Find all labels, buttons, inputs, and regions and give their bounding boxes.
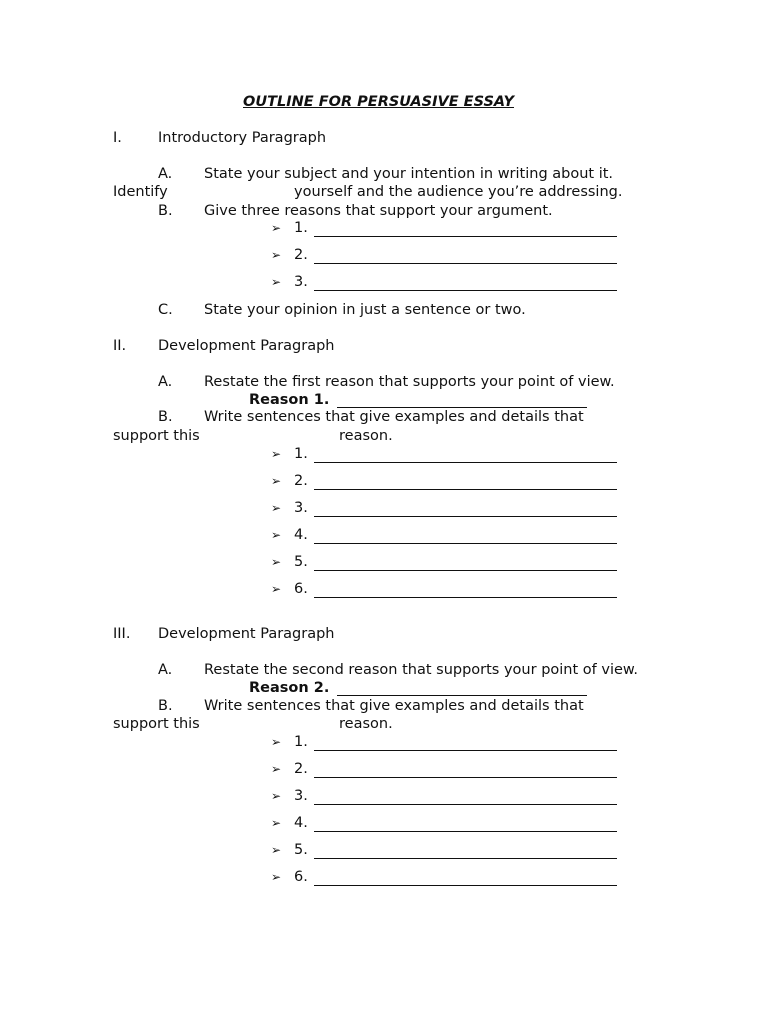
blank-number: 1. [294, 220, 308, 236]
section-3-heading: Development Paragraph [158, 626, 335, 642]
answer-blank-line[interactable] [314, 516, 617, 517]
answer-blank-line[interactable] [314, 831, 617, 832]
section-3-item-b-text: Write sentences that give examples and details that [204, 698, 584, 714]
section-1-item-a-text: State your subject and your intention in writing about it. [204, 166, 614, 182]
section-1-item-c-letter: C. [158, 302, 173, 318]
section-1-heading: Introductory Paragraph [158, 130, 327, 146]
blank-number: 5. [294, 842, 308, 858]
section-3-item-b-wrap-end: reason. [339, 716, 393, 732]
section-3-item-b-letter: B. [158, 698, 173, 714]
answer-blank-line[interactable] [314, 777, 617, 778]
arrow-bullet-icon: ➢ [271, 501, 282, 515]
section-2-item-b-wrap-start: support this [113, 428, 200, 444]
arrow-bullet-icon: ➢ [271, 735, 282, 749]
section-3-item-a-text: Restate the second reason that supports your point of view. [204, 662, 639, 678]
section-3-item-a-letter: A. [158, 662, 173, 678]
blank-number: 2. [294, 761, 308, 777]
section-2-item-a-text: Restate the first reason that supports your point of view. [204, 374, 615, 390]
answer-blank-line[interactable] [314, 489, 617, 490]
arrow-bullet-icon: ➢ [271, 474, 282, 488]
section-1-item-a-wrap-start: Identify [113, 184, 168, 200]
blank-number: 3. [294, 274, 308, 290]
answer-blank-line[interactable] [314, 462, 617, 463]
answer-blank-line[interactable] [314, 858, 617, 859]
section-2-item-b-wrap-end: reason. [339, 428, 393, 444]
blank-number: 4. [294, 527, 308, 543]
answer-blank-line[interactable] [314, 263, 617, 264]
blank-number: 2. [294, 473, 308, 489]
answer-blank-line[interactable] [314, 236, 617, 237]
answer-blank-line[interactable] [314, 570, 617, 571]
answer-blank-line[interactable] [314, 290, 617, 291]
arrow-bullet-icon: ➢ [271, 870, 282, 884]
arrow-bullet-icon: ➢ [271, 582, 282, 596]
reason-2-blank-line[interactable] [337, 695, 587, 696]
arrow-bullet-icon: ➢ [271, 816, 282, 830]
document-title: OUTLINE FOR PERSUASIVE ESSAY [243, 94, 514, 110]
section-2-item-b-text: Write sentences that give examples and details that [204, 409, 584, 425]
reason-1-label: Reason 1. [249, 392, 330, 408]
blank-number: 3. [294, 788, 308, 804]
blank-number: 4. [294, 815, 308, 831]
section-2-item-a-letter: A. [158, 374, 173, 390]
section-1-item-c-text: State your opinion in just a sentence or two. [204, 302, 526, 318]
arrow-bullet-icon: ➢ [271, 275, 282, 289]
section-2-numeral: II. [113, 338, 127, 354]
answer-blank-line[interactable] [314, 597, 617, 598]
blank-number: 2. [294, 247, 308, 263]
arrow-bullet-icon: ➢ [271, 555, 282, 569]
arrow-bullet-icon: ➢ [271, 762, 282, 776]
blank-number: 5. [294, 554, 308, 570]
section-1-item-b-text: Give three reasons that support your argument. [204, 203, 553, 219]
blank-number: 6. [294, 581, 308, 597]
blank-number: 3. [294, 500, 308, 516]
section-3-numeral: III. [113, 626, 131, 642]
blank-number: 1. [294, 446, 308, 462]
section-1-item-a-wrap-end: yourself and the audience you’re addressing. [294, 184, 623, 200]
section-1-item-a-letter: A. [158, 166, 173, 182]
answer-blank-line[interactable] [314, 885, 617, 886]
arrow-bullet-icon: ➢ [271, 221, 282, 235]
arrow-bullet-icon: ➢ [271, 843, 282, 857]
section-1-item-b-letter: B. [158, 203, 173, 219]
reason-2-label: Reason 2. [249, 680, 330, 696]
arrow-bullet-icon: ➢ [271, 528, 282, 542]
answer-blank-line[interactable] [314, 804, 617, 805]
section-1-numeral: I. [113, 130, 122, 146]
arrow-bullet-icon: ➢ [271, 447, 282, 461]
arrow-bullet-icon: ➢ [271, 248, 282, 262]
answer-blank-line[interactable] [314, 750, 617, 751]
arrow-bullet-icon: ➢ [271, 789, 282, 803]
section-2-heading: Development Paragraph [158, 338, 335, 354]
answer-blank-line[interactable] [314, 543, 617, 544]
blank-number: 6. [294, 869, 308, 885]
section-2-item-b-letter: B. [158, 409, 173, 425]
section-3-item-b-wrap-start: support this [113, 716, 200, 732]
blank-number: 1. [294, 734, 308, 750]
